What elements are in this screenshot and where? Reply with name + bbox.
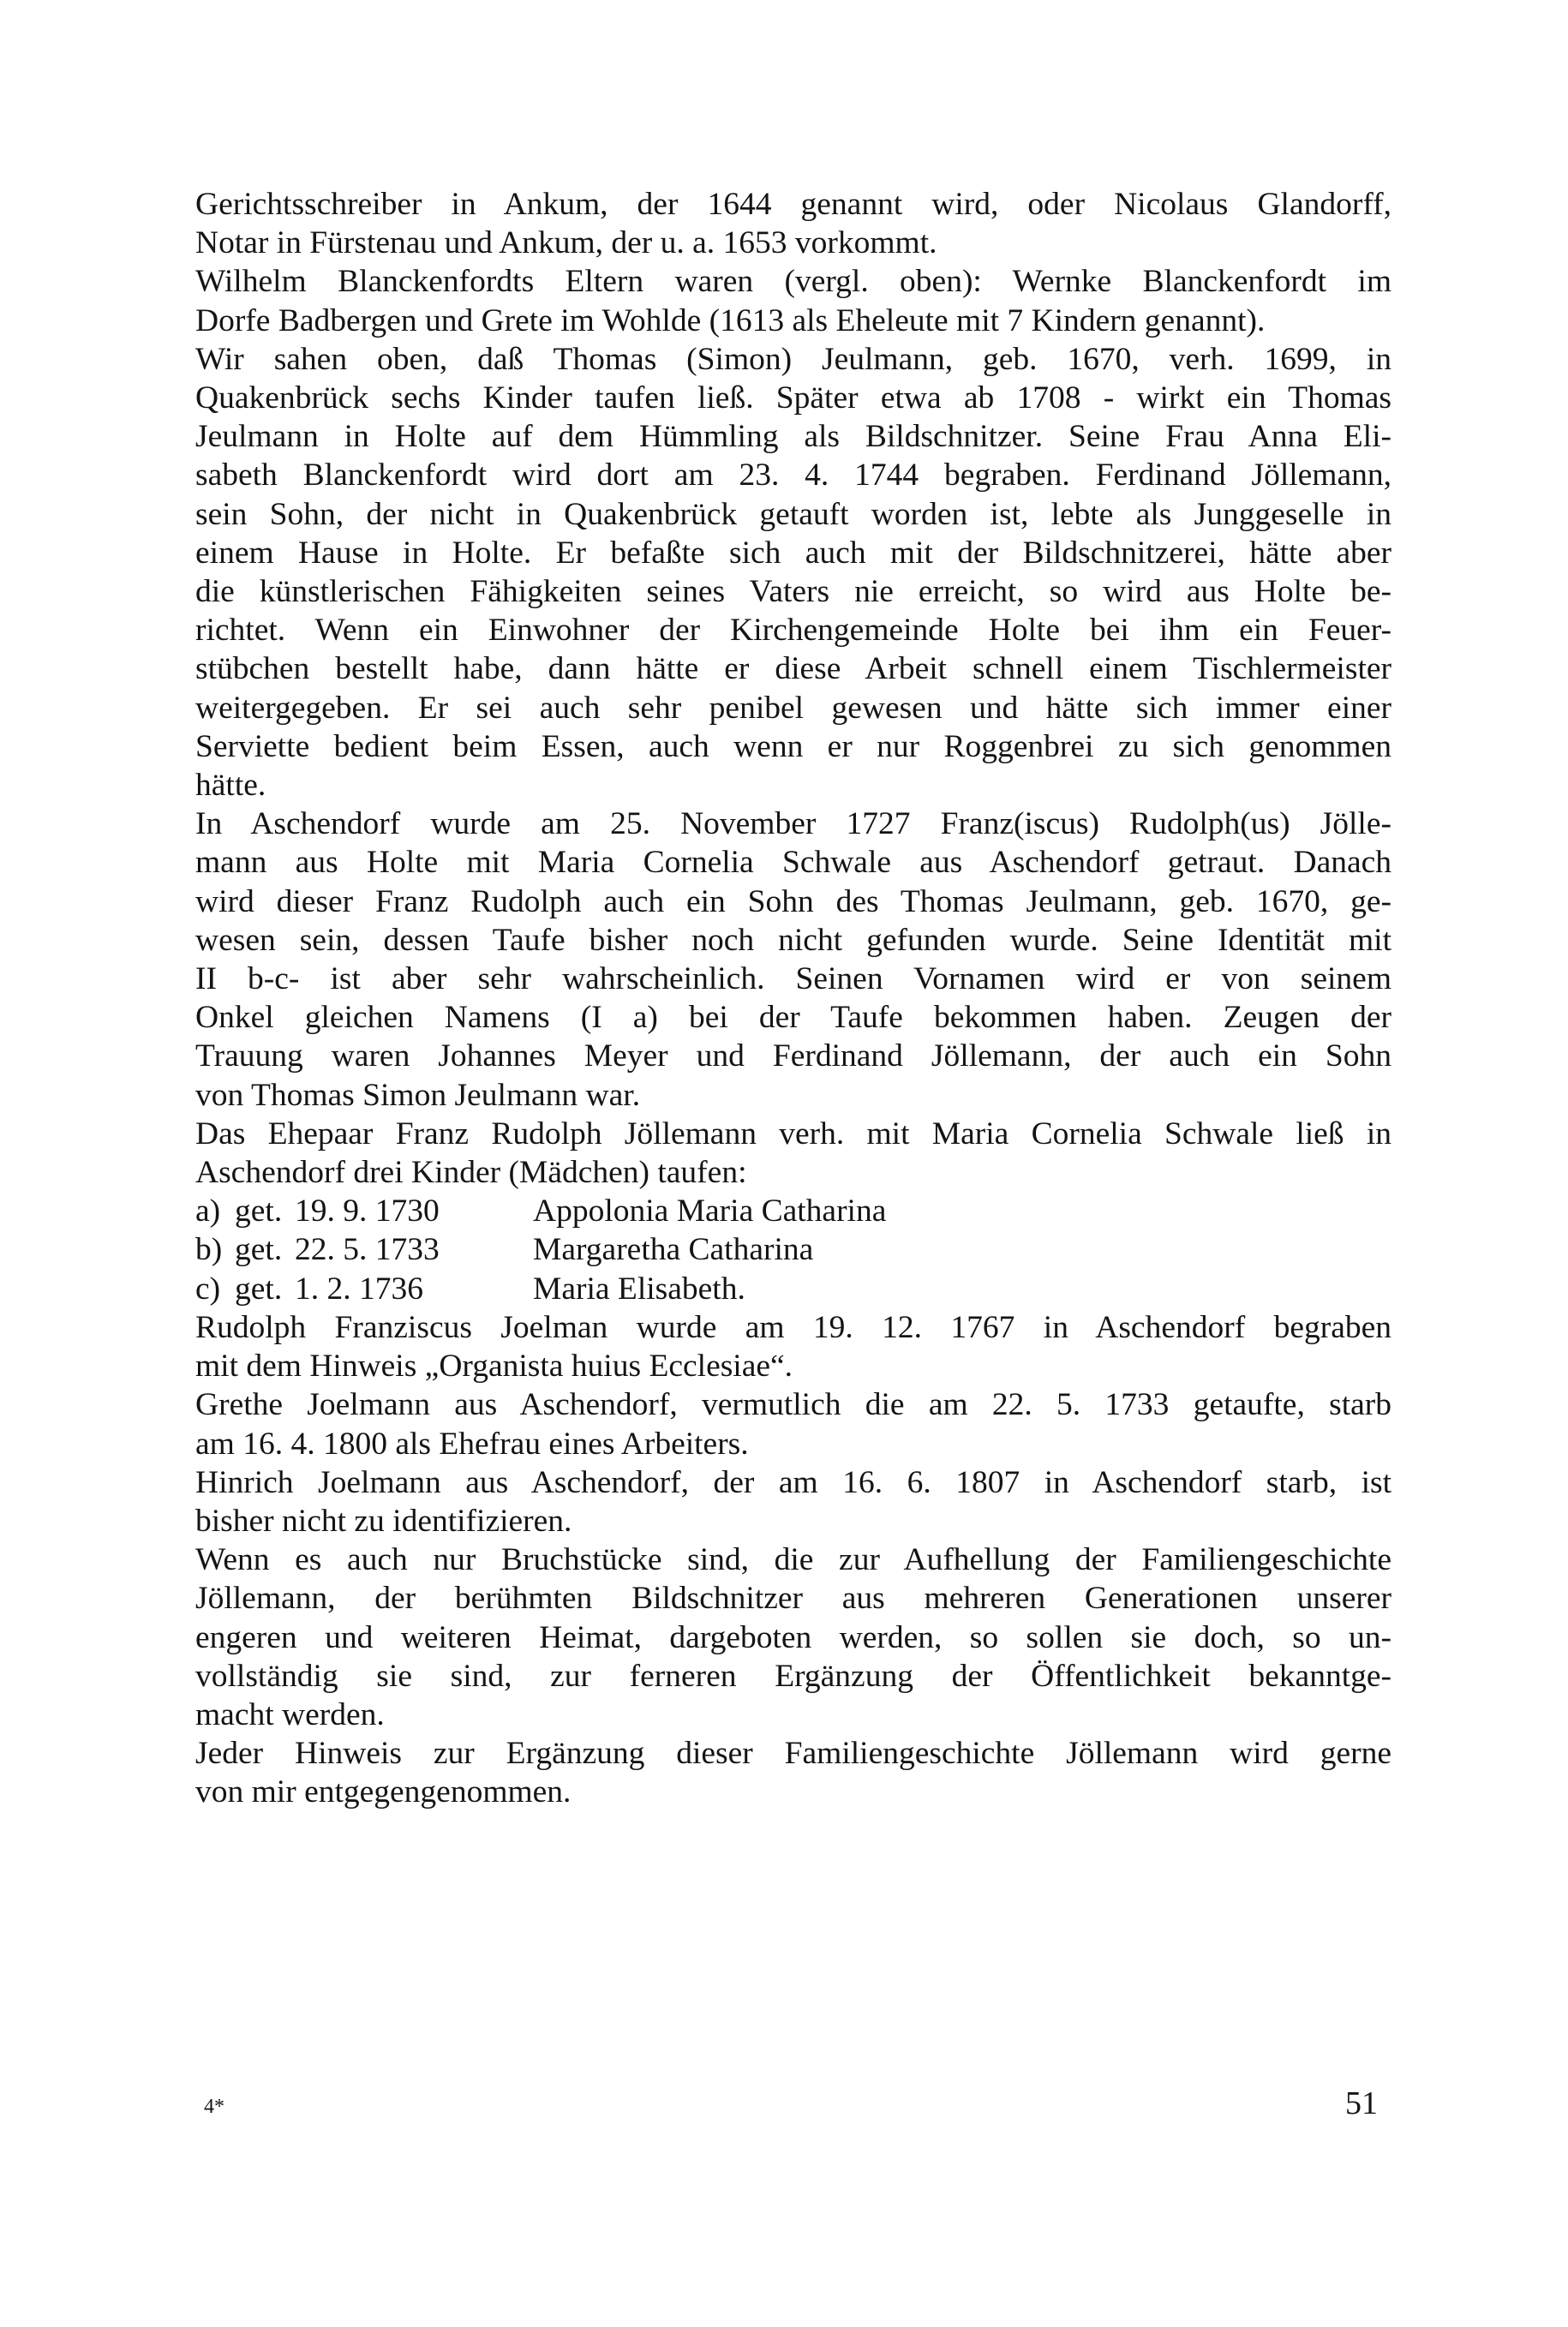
paragraph — [195, 185, 1391, 262]
paragraphs-after-list — [195, 1308, 1391, 1812]
text-line: Gerichtsschreiber in Ankum, der 1644 genannt wird, oder Nicolaus Glandorff, — [195, 187, 1391, 222]
text-line: Trauung waren Johannes Meyer und Ferdinand Jöllemann, der auch ein Sohn — [195, 1038, 1391, 1074]
text-line: von Thomas Simon Jeulmann war. — [195, 1077, 641, 1113]
text-line: mit dem Hinweis „Organista huius Ecclesiae“. — [195, 1349, 793, 1385]
paragraph — [195, 1308, 1391, 1385]
text-line: Wenn es auch nur Bruchstücke sind, die zur Aufhellung der Familiengeschichte — [195, 1542, 1391, 1578]
baptism-row — [195, 1270, 1391, 1308]
paragraph — [195, 340, 1391, 805]
text-line: Wir sahen oben, daß Thomas (Simon) Jeulmann, geb. 1670, verh. 1699, in — [195, 341, 1391, 377]
text-line: Jöllemann, der berühmten Bildschnitzer aus mehreren Generationen unserer — [195, 1581, 1391, 1617]
text-line: II b-c- ist aber sehr wahrscheinlich. Seinen Vornamen wird er von seinem — [195, 961, 1391, 997]
baptism-label: b) — [195, 1232, 223, 1268]
text-line: macht werden. — [195, 1696, 385, 1732]
text-line: von mir entgegengenommen. — [195, 1774, 572, 1810]
paragraph — [195, 1540, 1391, 1734]
body-text — [195, 185, 1391, 1812]
paragraph — [195, 1115, 1391, 1192]
page-number: 51 — [1345, 2085, 1378, 2121]
text-line: Onkel gleichen Namens (I a) bei der Taufe bekommen haben. Zeugen der — [195, 1000, 1391, 1036]
text-line: Serviette bedient beim Essen, auch wenn er nur Roggenbrei zu sich genommen — [195, 728, 1391, 764]
text-line: die künstlerischen Fähigkeiten seines Vaters nie erreicht, so wird aus Holte be- — [195, 574, 1391, 610]
text-line: Das Ehepaar Franz Rudolph Jöllemann verh. mit Maria Cornelia Schwale ließ in — [195, 1116, 1391, 1152]
baptism-name: Margaretha Catharina — [533, 1232, 814, 1268]
text-line: vollständig sie sind, zur ferneren Ergänzung der Öffentlichkeit bekanntge- — [195, 1658, 1391, 1694]
text-line: Wilhelm Blanckenfordts Eltern waren (vergl. oben): Wernke Blanckenfordt im — [195, 264, 1391, 300]
paragraph — [195, 262, 1391, 339]
text-line: Rudolph Franziscus Joelman wurde am 19. 12. 1767 in Aschendorf begraben — [195, 1309, 1391, 1345]
signature-mark: 4* — [204, 2096, 224, 2118]
text-line: Notar in Fürstenau und Ankum, der u. a. 1653 vorkommt. — [195, 225, 937, 261]
text-line: Jeulmann in Holte auf dem Hümmling als Bildschnitzer. Seine Frau Anna Eli- — [195, 419, 1391, 455]
paragraph — [195, 1385, 1391, 1463]
baptism-date: 1. 2. 1736 — [295, 1271, 423, 1307]
text-line: richtet. Wenn ein Einwohner der Kirchengemeinde Holte bei ihm ein Feuer- — [195, 613, 1391, 649]
baptism-label: c) — [195, 1271, 221, 1307]
text-line: bisher nicht zu identifizieren. — [195, 1503, 572, 1539]
baptism-name: Appolonia Maria Catharina — [533, 1193, 887, 1229]
paragraph — [195, 805, 1391, 1115]
baptism-list — [195, 1192, 1391, 1308]
baptism-get: get. — [235, 1232, 283, 1268]
text-line: engeren und weiteren Heimat, dargeboten werden, so sollen sie doch, so un- — [195, 1619, 1391, 1655]
text-line: weitergegeben. Er sei auch sehr penibel gewesen und hätte sich immer einer — [195, 690, 1391, 726]
baptism-get: get. — [235, 1193, 283, 1229]
text-line: Dorfe Badbergen und Grete im Wohlde (1613 als Eheleute mit 7 Kindern genannt). — [195, 302, 1266, 338]
text-line: hätte. — [195, 768, 266, 804]
paragraphs-before-list — [195, 185, 1391, 1192]
text-line: einem Hause in Holte. Er befaßte sich auch mit der Bildschnitzerei, hätte aber — [195, 535, 1391, 571]
baptism-date: 19. 9. 1730 — [295, 1193, 440, 1229]
text-line: Hinrich Joelmann aus Aschendorf, der am 16. 6. 1807 in Aschendorf starb, ist — [195, 1464, 1391, 1500]
baptism-row — [195, 1192, 1391, 1230]
text-line: am 16. 4. 1800 als Ehefrau eines Arbeiters. — [195, 1426, 749, 1462]
text-line: sabeth Blanckenfordt wird dort am 23. 4. 1744 begraben. Ferdinand Jöllemann, — [195, 458, 1391, 494]
text-line: Quakenbrück sechs Kinder taufen ließ. Später etwa ab 1708 - wirkt ein Thomas — [195, 380, 1391, 416]
text-line: In Aschendorf wurde am 25. November 1727 Franz(iscus) Rudolph(us) Jölle- — [195, 806, 1391, 842]
text-line: wird dieser Franz Rudolph auch ein Sohn des Thomas Jeulmann, geb. 1670, ge- — [195, 883, 1391, 919]
baptism-label: a) — [195, 1193, 221, 1229]
text-line: Aschendorf drei Kinder (Mädchen) taufen: — [195, 1155, 747, 1191]
text-line: wesen sein, dessen Taufe bisher noch nicht gefunden wurde. Seine Identität mit — [195, 922, 1391, 958]
text-line: Grethe Joelmann aus Aschendorf, vermutlich die am 22. 5. 1733 getaufte, starb — [195, 1387, 1391, 1423]
baptism-name: Maria Elisabeth. — [533, 1271, 745, 1307]
text-line: sein Sohn, der nicht in Quakenbrück getauft worden ist, lebte als Junggeselle in — [195, 496, 1391, 532]
paragraph — [195, 1463, 1391, 1540]
text-line: Jeder Hinweis zur Ergänzung dieser Familiengeschichte Jöllemann wird gerne — [195, 1736, 1391, 1772]
baptism-date: 22. 5. 1733 — [295, 1232, 440, 1268]
paragraph — [195, 1734, 1391, 1811]
baptism-get: get. — [235, 1271, 283, 1307]
baptism-row — [195, 1230, 1391, 1269]
text-line: mann aus Holte mit Maria Cornelia Schwale aus Aschendorf getraut. Danach — [195, 845, 1391, 881]
text-line: stübchen bestellt habe, dann hätte er diese Arbeit schnell einem Tischlermeister — [195, 651, 1391, 687]
